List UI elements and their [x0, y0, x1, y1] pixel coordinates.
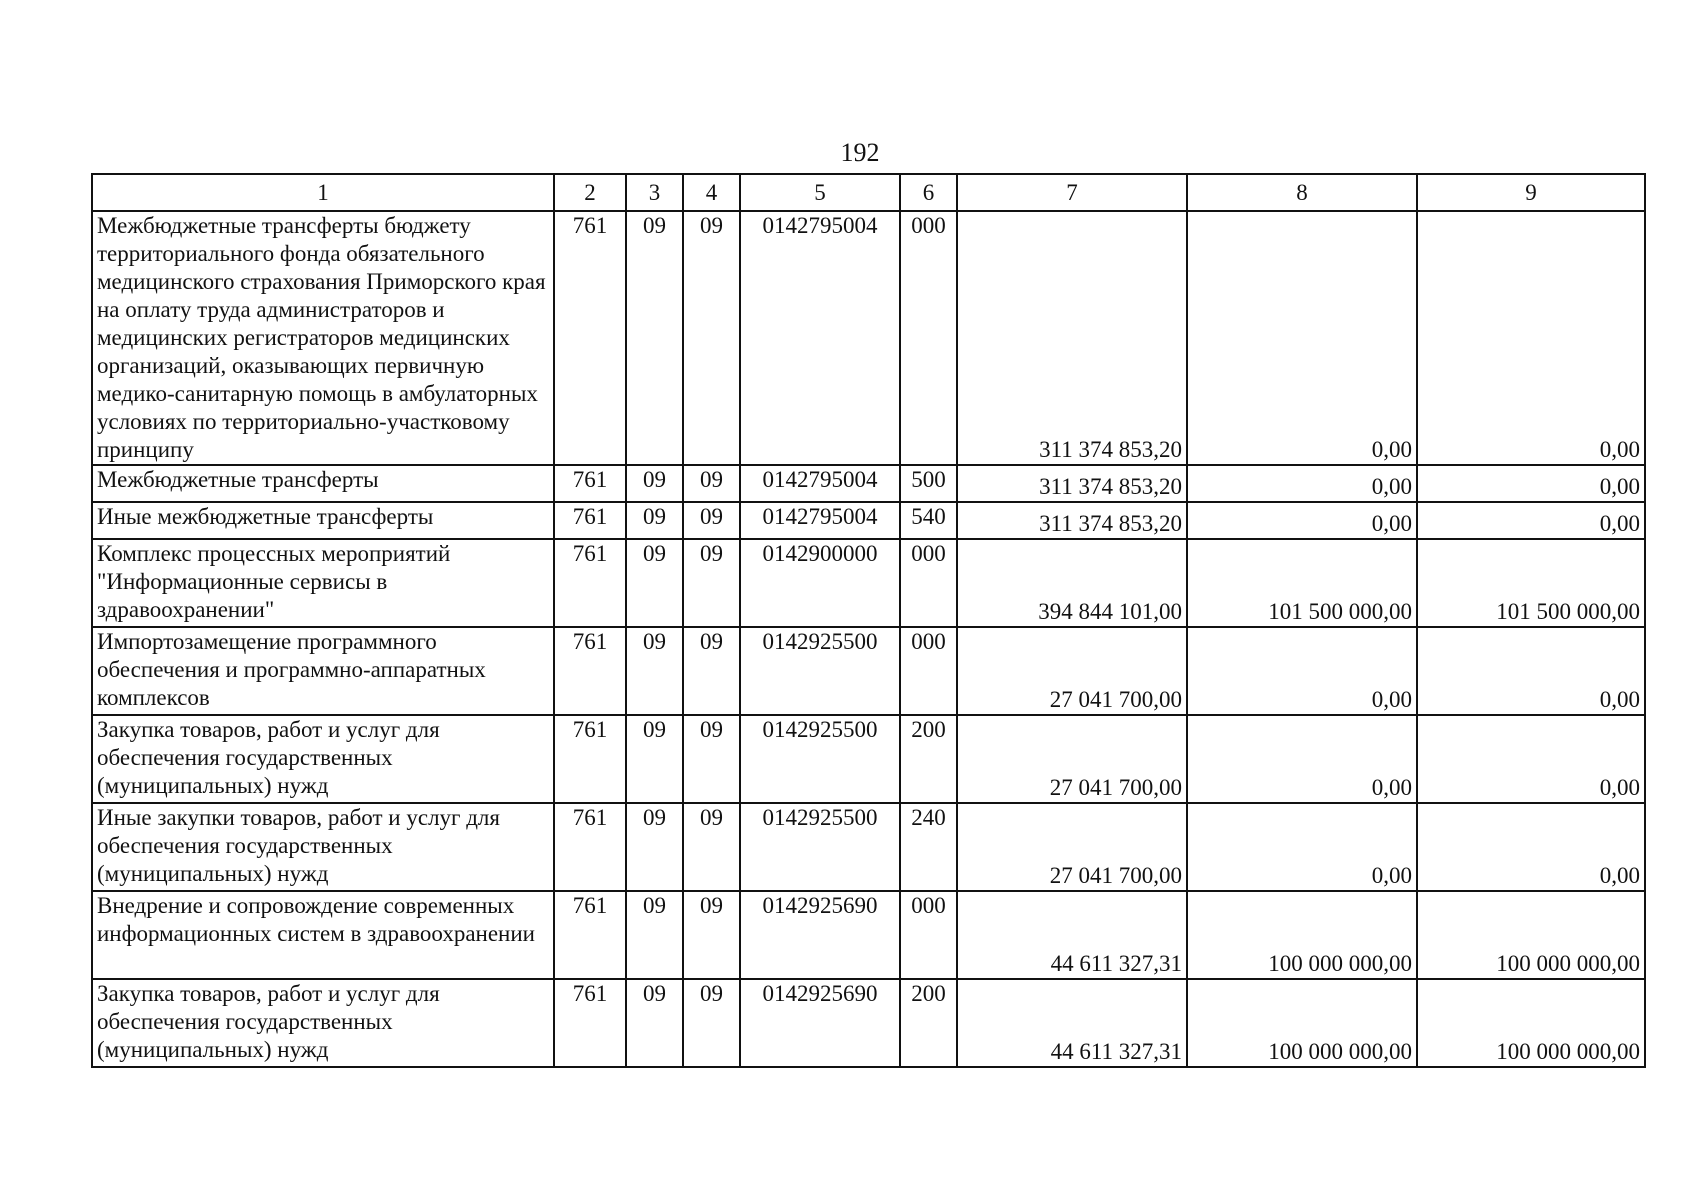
amount-cell: 100 000 000,00 [1417, 891, 1645, 979]
column-header: 7 [957, 174, 1187, 211]
amount-cell: 0,00 [1417, 502, 1645, 539]
amount-cell: 44 611 327,31 [957, 891, 1187, 979]
code-cell: 761 [554, 715, 626, 803]
code-cell: 0142925500 [740, 803, 900, 891]
amount-cell: 0,00 [1417, 627, 1645, 715]
amount-cell: 0,00 [1417, 465, 1645, 502]
code-cell: 09 [683, 211, 740, 465]
code-cell: 09 [626, 979, 683, 1067]
amount-cell: 27 041 700,00 [957, 627, 1187, 715]
column-header: 8 [1187, 174, 1417, 211]
code-cell: 0142795004 [740, 465, 900, 502]
table-row [92, 979, 1645, 1067]
amount-cell: 101 500 000,00 [1417, 539, 1645, 627]
amount-cell: 0,00 [1187, 502, 1417, 539]
code-cell: 761 [554, 465, 626, 502]
page-number: 192 [840, 138, 880, 167]
column-header: 2 [554, 174, 626, 211]
row-name-cell: Иные межбюджетные трансферты [92, 502, 554, 539]
amount-cell: 101 500 000,00 [1187, 539, 1417, 627]
code-cell: 09 [683, 715, 740, 803]
code-cell: 09 [683, 979, 740, 1067]
code-cell: 0142795004 [740, 502, 900, 539]
column-header: 6 [900, 174, 957, 211]
amount-cell: 0,00 [1417, 803, 1645, 891]
code-cell: 09 [683, 803, 740, 891]
code-cell: 240 [900, 803, 957, 891]
row-name-cell: Закупка товаров, работ и услуг для обеспечения государственных (муниципальных) нужд [92, 715, 554, 803]
code-cell: 09 [626, 891, 683, 979]
code-cell: 09 [626, 465, 683, 502]
table-row [92, 502, 1645, 539]
row-name-cell: Иные закупки товаров, работ и услуг для обеспечения государственных (муниципальных) нужд [92, 803, 554, 891]
code-cell: 0142925690 [740, 979, 900, 1067]
code-cell: 0142925500 [740, 715, 900, 803]
row-name-cell: Межбюджетные трансферты [92, 465, 554, 502]
amount-cell: 0,00 [1187, 211, 1417, 465]
table-row [92, 803, 1645, 891]
code-cell: 09 [626, 211, 683, 465]
code-cell: 09 [683, 502, 740, 539]
code-cell: 761 [554, 211, 626, 465]
amount-cell: 0,00 [1417, 211, 1645, 465]
row-name-cell: Комплекс процессных мероприятий "Информационные сервисы в здравоохранении" [92, 539, 554, 627]
code-cell: 09 [626, 627, 683, 715]
column-header: 5 [740, 174, 900, 211]
code-cell: 0142925500 [740, 627, 900, 715]
code-cell: 761 [554, 803, 626, 891]
table-row [92, 539, 1645, 627]
row-name-cell: Импортозамещение программного обеспечения и программно-аппаратных комплексов [92, 627, 554, 715]
amount-cell: 0,00 [1187, 627, 1417, 715]
table-row [92, 211, 1645, 465]
column-header: 1 [92, 174, 554, 211]
row-name-cell: Внедрение и сопровождение современных информационных систем в здравоохранении [92, 891, 554, 979]
amount-cell: 311 374 853,20 [957, 502, 1187, 539]
budget-table [91, 173, 1646, 1068]
column-header: 4 [683, 174, 740, 211]
amount-cell: 311 374 853,20 [957, 465, 1187, 502]
table-row [92, 715, 1645, 803]
code-cell: 0142900000 [740, 539, 900, 627]
code-cell: 09 [626, 539, 683, 627]
code-cell: 761 [554, 502, 626, 539]
column-header: 9 [1417, 174, 1645, 211]
code-cell: 761 [554, 539, 626, 627]
code-cell: 09 [626, 715, 683, 803]
code-cell: 761 [554, 891, 626, 979]
code-cell: 000 [900, 539, 957, 627]
code-cell: 09 [683, 539, 740, 627]
code-cell: 09 [683, 627, 740, 715]
amount-cell: 0,00 [1187, 715, 1417, 803]
row-name-cell: Закупка товаров, работ и услуг для обеспечения государственных (муниципальных) нужд [92, 979, 554, 1067]
code-cell: 500 [900, 465, 957, 502]
code-cell: 09 [683, 891, 740, 979]
amount-cell: 0,00 [1417, 715, 1645, 803]
code-cell: 000 [900, 627, 957, 715]
code-cell: 540 [900, 502, 957, 539]
code-cell: 761 [554, 627, 626, 715]
amount-cell: 0,00 [1187, 465, 1417, 502]
code-cell: 0142795004 [740, 211, 900, 465]
row-name-cell: Межбюджетные трансферты бюджету территориального фонда обязательного медицинского страхования Приморского края на оплату труда администраторов и медицинских регистраторов медицинских организаций, оказывающих первичную медико-санитарную помощь в амбулаторных условиях по территориально-участковому принципу [92, 211, 554, 465]
column-header: 3 [626, 174, 683, 211]
column-header-row [92, 174, 1645, 211]
code-cell: 000 [900, 211, 957, 465]
code-cell: 09 [683, 465, 740, 502]
amount-cell: 100 000 000,00 [1187, 891, 1417, 979]
amount-cell: 100 000 000,00 [1187, 979, 1417, 1067]
amount-cell: 27 041 700,00 [957, 715, 1187, 803]
amount-cell: 394 844 101,00 [957, 539, 1187, 627]
amount-cell: 0,00 [1187, 803, 1417, 891]
code-cell: 761 [554, 979, 626, 1067]
code-cell: 200 [900, 979, 957, 1067]
amount-cell: 311 374 853,20 [957, 211, 1187, 465]
table-row [92, 627, 1645, 715]
amount-cell: 27 041 700,00 [957, 803, 1187, 891]
code-cell: 000 [900, 891, 957, 979]
code-cell: 09 [626, 502, 683, 539]
code-cell: 200 [900, 715, 957, 803]
table-row [92, 891, 1645, 979]
amount-cell: 44 611 327,31 [957, 979, 1187, 1067]
code-cell: 09 [626, 803, 683, 891]
table-row [92, 465, 1645, 502]
code-cell: 0142925690 [740, 891, 900, 979]
amount-cell: 100 000 000,00 [1417, 979, 1645, 1067]
